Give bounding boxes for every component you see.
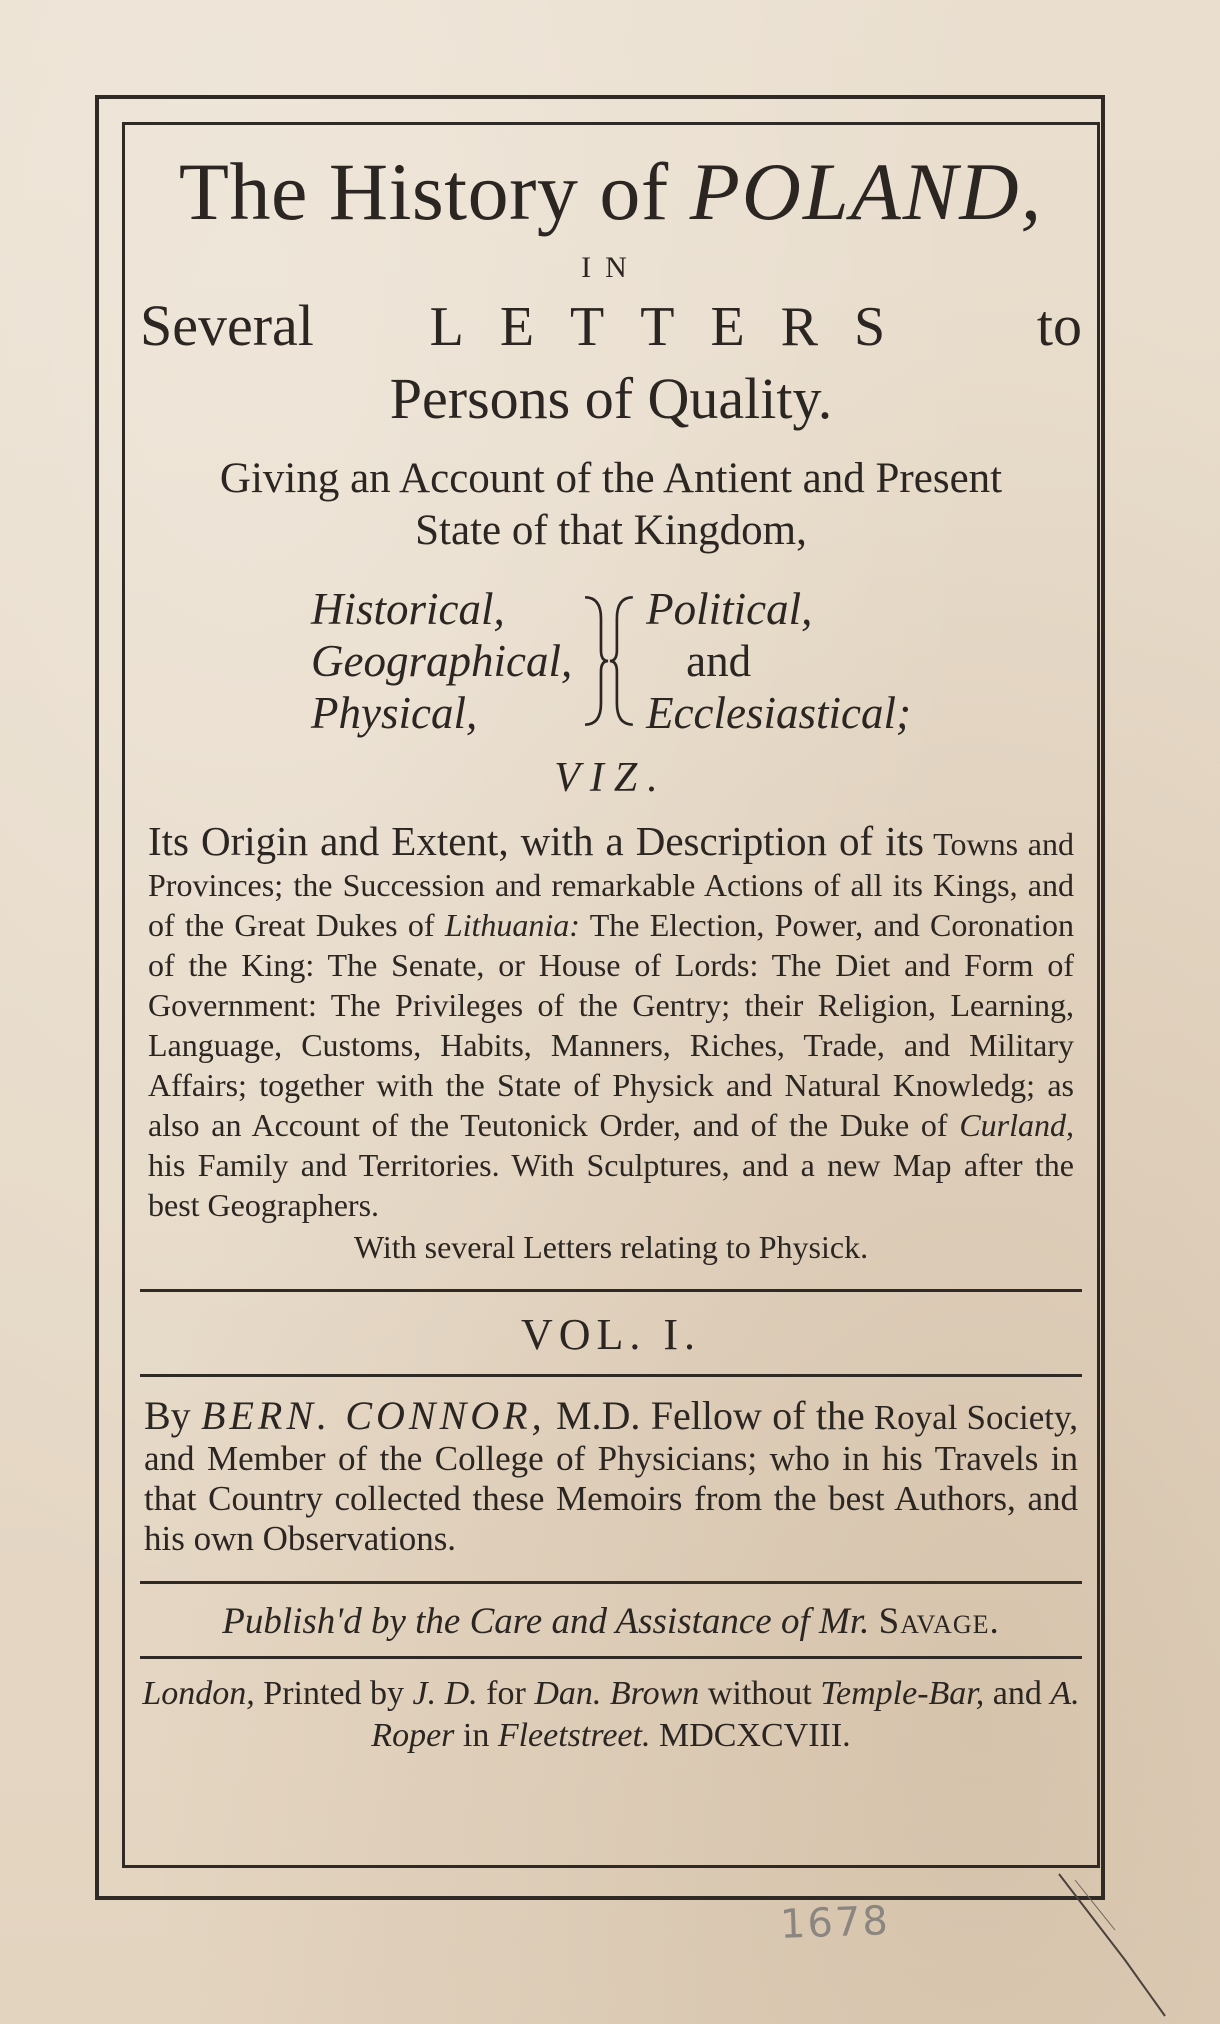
title-page bbox=[140, 140, 1082, 1757]
description-body-3: his Family and Territories. With Sculptures, and a new Map after the best Geographers. bbox=[148, 1147, 1074, 1223]
author-body: Royal Society, and Member of the College of Physicians; who in his Travels in that Country collected these Memoirs from the best Authors, and his own Observations. bbox=[144, 1398, 1078, 1558]
divider-rule bbox=[140, 1374, 1082, 1377]
published-name: Savage. bbox=[878, 1601, 1000, 1642]
author-lead-rest: M.D. Fellow of the bbox=[545, 1393, 865, 1438]
description-curland: Curland, bbox=[959, 1107, 1074, 1143]
description-paragraph bbox=[140, 817, 1082, 1225]
giving-line-2: State of that Kingdom, bbox=[415, 507, 807, 554]
title-several: Several bbox=[140, 293, 314, 358]
imprint-place-2: Fleetstreet. bbox=[497, 1717, 651, 1754]
imprint-and: and bbox=[984, 1675, 1051, 1712]
description-lithuania: Lithuania: bbox=[444, 907, 580, 943]
double-brace-icon bbox=[578, 583, 640, 739]
author-by: By bbox=[144, 1393, 202, 1438]
brace-left-item: Physical, bbox=[311, 688, 478, 738]
published-line bbox=[140, 1598, 1082, 1646]
brace-right-top: Political, bbox=[646, 584, 813, 634]
title-letters: LETTERS bbox=[429, 296, 922, 358]
imprint-city: London, bbox=[142, 1675, 255, 1712]
title-persons: Persons of Quality. bbox=[389, 366, 833, 431]
published-text: Publish'd by the Care and Assistance of Mr. bbox=[222, 1601, 879, 1642]
author-name: BERN. CONNOR, bbox=[201, 1393, 546, 1438]
volume-label: VOL. I. bbox=[520, 1310, 702, 1359]
brace-block bbox=[311, 583, 911, 739]
brace-left-item: Historical, bbox=[311, 584, 505, 634]
author-paragraph bbox=[140, 1393, 1082, 1559]
viz-heading: VIZ. bbox=[554, 755, 668, 801]
book-title bbox=[140, 146, 1082, 238]
giving-account bbox=[140, 453, 1082, 557]
divider-rule bbox=[140, 1656, 1082, 1659]
divider-rule bbox=[140, 1581, 1082, 1584]
corner-scratch-icon bbox=[1055, 1870, 1175, 2020]
title-in: IN bbox=[581, 251, 641, 284]
title-prefix: The History of bbox=[178, 146, 690, 237]
brace-left-item: Geographical, bbox=[311, 636, 573, 686]
description-lead: Its Origin and Extent, with a Description of its bbox=[148, 818, 924, 864]
imprint-printer: J. D. bbox=[412, 1675, 478, 1712]
brace-right-bottom: Ecclesiastical; bbox=[646, 688, 911, 738]
divider-rule bbox=[140, 1289, 1082, 1292]
giving-line-1: Giving an Account of the Antient and Present bbox=[219, 455, 1003, 502]
title-country: POLAND, bbox=[689, 146, 1044, 237]
imprint-seller-2: A. Roper bbox=[371, 1675, 1080, 1754]
imprint-seller-1: Dan. Brown bbox=[534, 1675, 700, 1712]
description-end: With several Letters relating to Physick. bbox=[353, 1229, 869, 1265]
brace-right-and: and bbox=[686, 636, 752, 686]
description-body-1: Towns and Provinces; the Succession and remarkable Actions of all its Kings, and of the Great Dukes of bbox=[148, 826, 1075, 943]
imprint-without: without bbox=[699, 1675, 821, 1712]
pencil-annotation: 1678 bbox=[779, 1898, 891, 1948]
imprint-year: MDCXCVIII. bbox=[650, 1717, 851, 1754]
imprint-place-1: Temple-Bar, bbox=[820, 1675, 985, 1712]
title-several-line bbox=[140, 292, 1082, 361]
imprint bbox=[140, 1673, 1082, 1757]
imprint-in: in bbox=[454, 1717, 498, 1754]
imprint-for: for bbox=[477, 1675, 535, 1712]
title-to: to bbox=[1036, 293, 1082, 358]
brace-right-column bbox=[646, 583, 911, 739]
description-body-2: The Election, Power, and Coronation of the King: The Senate, or House of Lords: The Diet and Form of Government: The Privileges of the Gentry; their Religion, Learning, Language, Customs, Habits, Manners, Riches, Trade, and Military Affairs; together with the State of Physick and Natural Knowledg; as also an Account of the Teutonick Order, and of the Duke of bbox=[148, 907, 1075, 1143]
brace-left-column bbox=[311, 583, 572, 739]
imprint-printed: Printed by bbox=[254, 1675, 413, 1712]
